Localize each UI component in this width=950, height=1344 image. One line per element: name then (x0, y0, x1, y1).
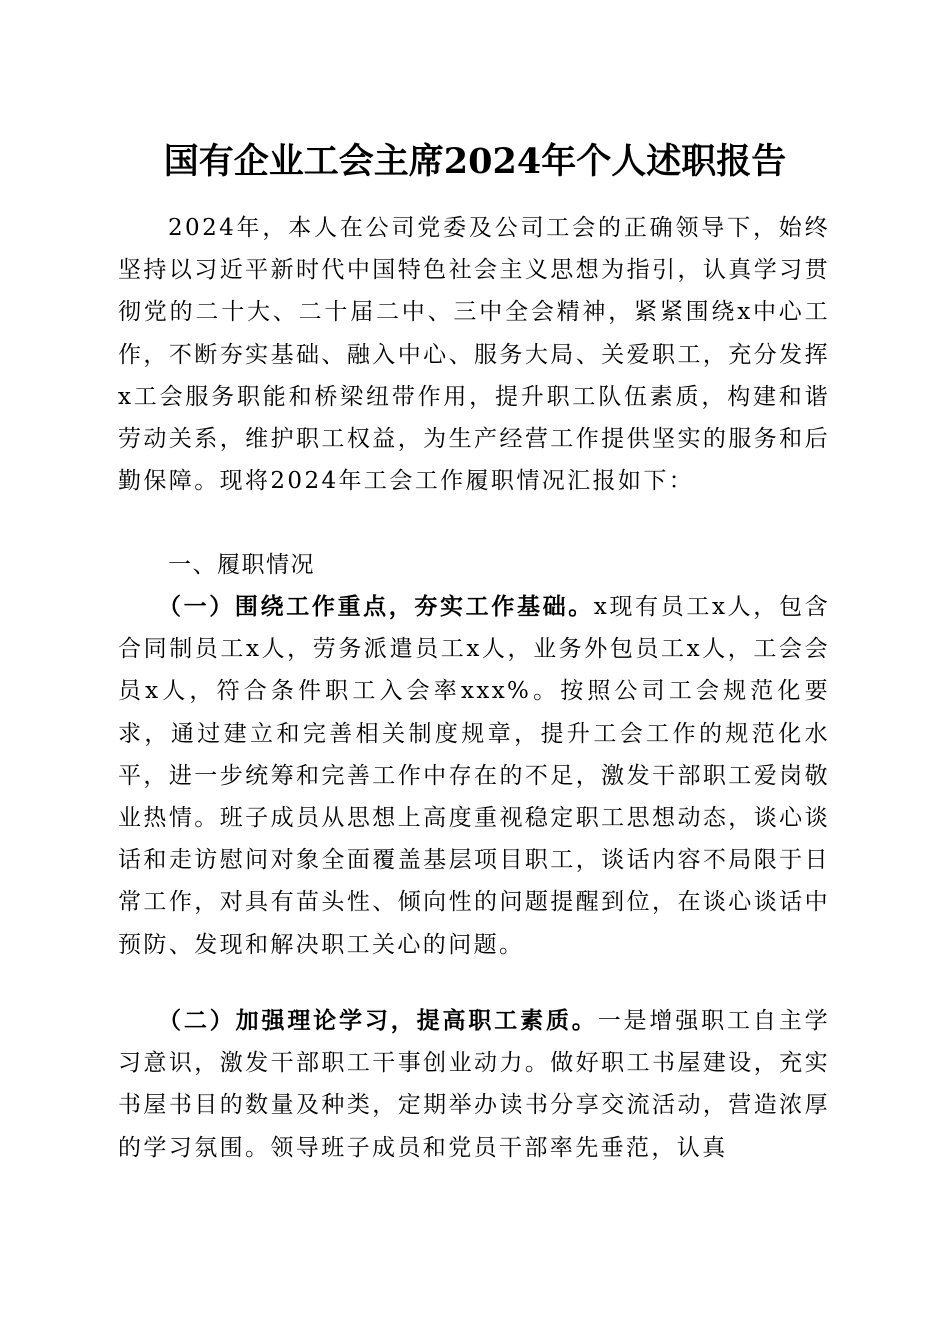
subsection-2-heading: （二）加强理论学习，提高职工素质。 (158, 1007, 598, 1034)
subsection-2-paragraph (118, 1000, 830, 1169)
page-title: 国有企业工会主席2024年个人述职报告 (163, 141, 787, 182)
subsection-1-heading: （一）围绕工作重点，夯实工作基础。 (158, 593, 594, 620)
section-heading: 一、履职情况 (168, 552, 315, 578)
intro-paragraph: 2024年，本人在公司党委及公司工会的正确领导下，始终坚持以习近平新时代中国特色社会主义思想为指引，认真学习贯彻党的二十大、二十届二中、三中全会精神，紧紧围绕x中心工作，不断夯实基础、融入中心、服务大局、关爱职工，充分发挥x工会服务职能和桥梁纽带作用，提升职工队伍素质，构建和谐劳动关系，维护职工权益，为生产经营工作提供坚实的服务和后勤保障。现将2024年工会工作履职情况汇报如下： (118, 215, 830, 495)
subsection-1-paragraph (118, 586, 830, 966)
subsection-2-text: 一是增强职工自主学习意识，激发干部职工干事创业动力。做好职工书屋建设，充实书屋书目的数量及种类，定期举办读书分享交流活动，营造浓厚的学习氛围。领导班子成员和党员干部率先垂范，认真 (118, 1008, 830, 1161)
subsection-1-text: x现有员工x人，包含合同制员工x人，劳务派遣员工x人，业务外包员工x人，工会会员x人，符合条件职工入会率xxx%。按照公司工会规范化要求，通过建立和完善相关制度规章，提升工会工作的规范化水平，进一步统筹和完善工作中存在的不足，激发干部职工爱岗敬业热情。班子成员从思想上高度重视稳定职工思想动态，谈心谈话和走访慰问对象全面覆盖基层项目职工，谈话内容不局限于日常工作，对具有苗头性、倾向性的问题提醒到位，在谈心谈话中预防、发现和解决职工关心的问题。 (118, 594, 830, 958)
